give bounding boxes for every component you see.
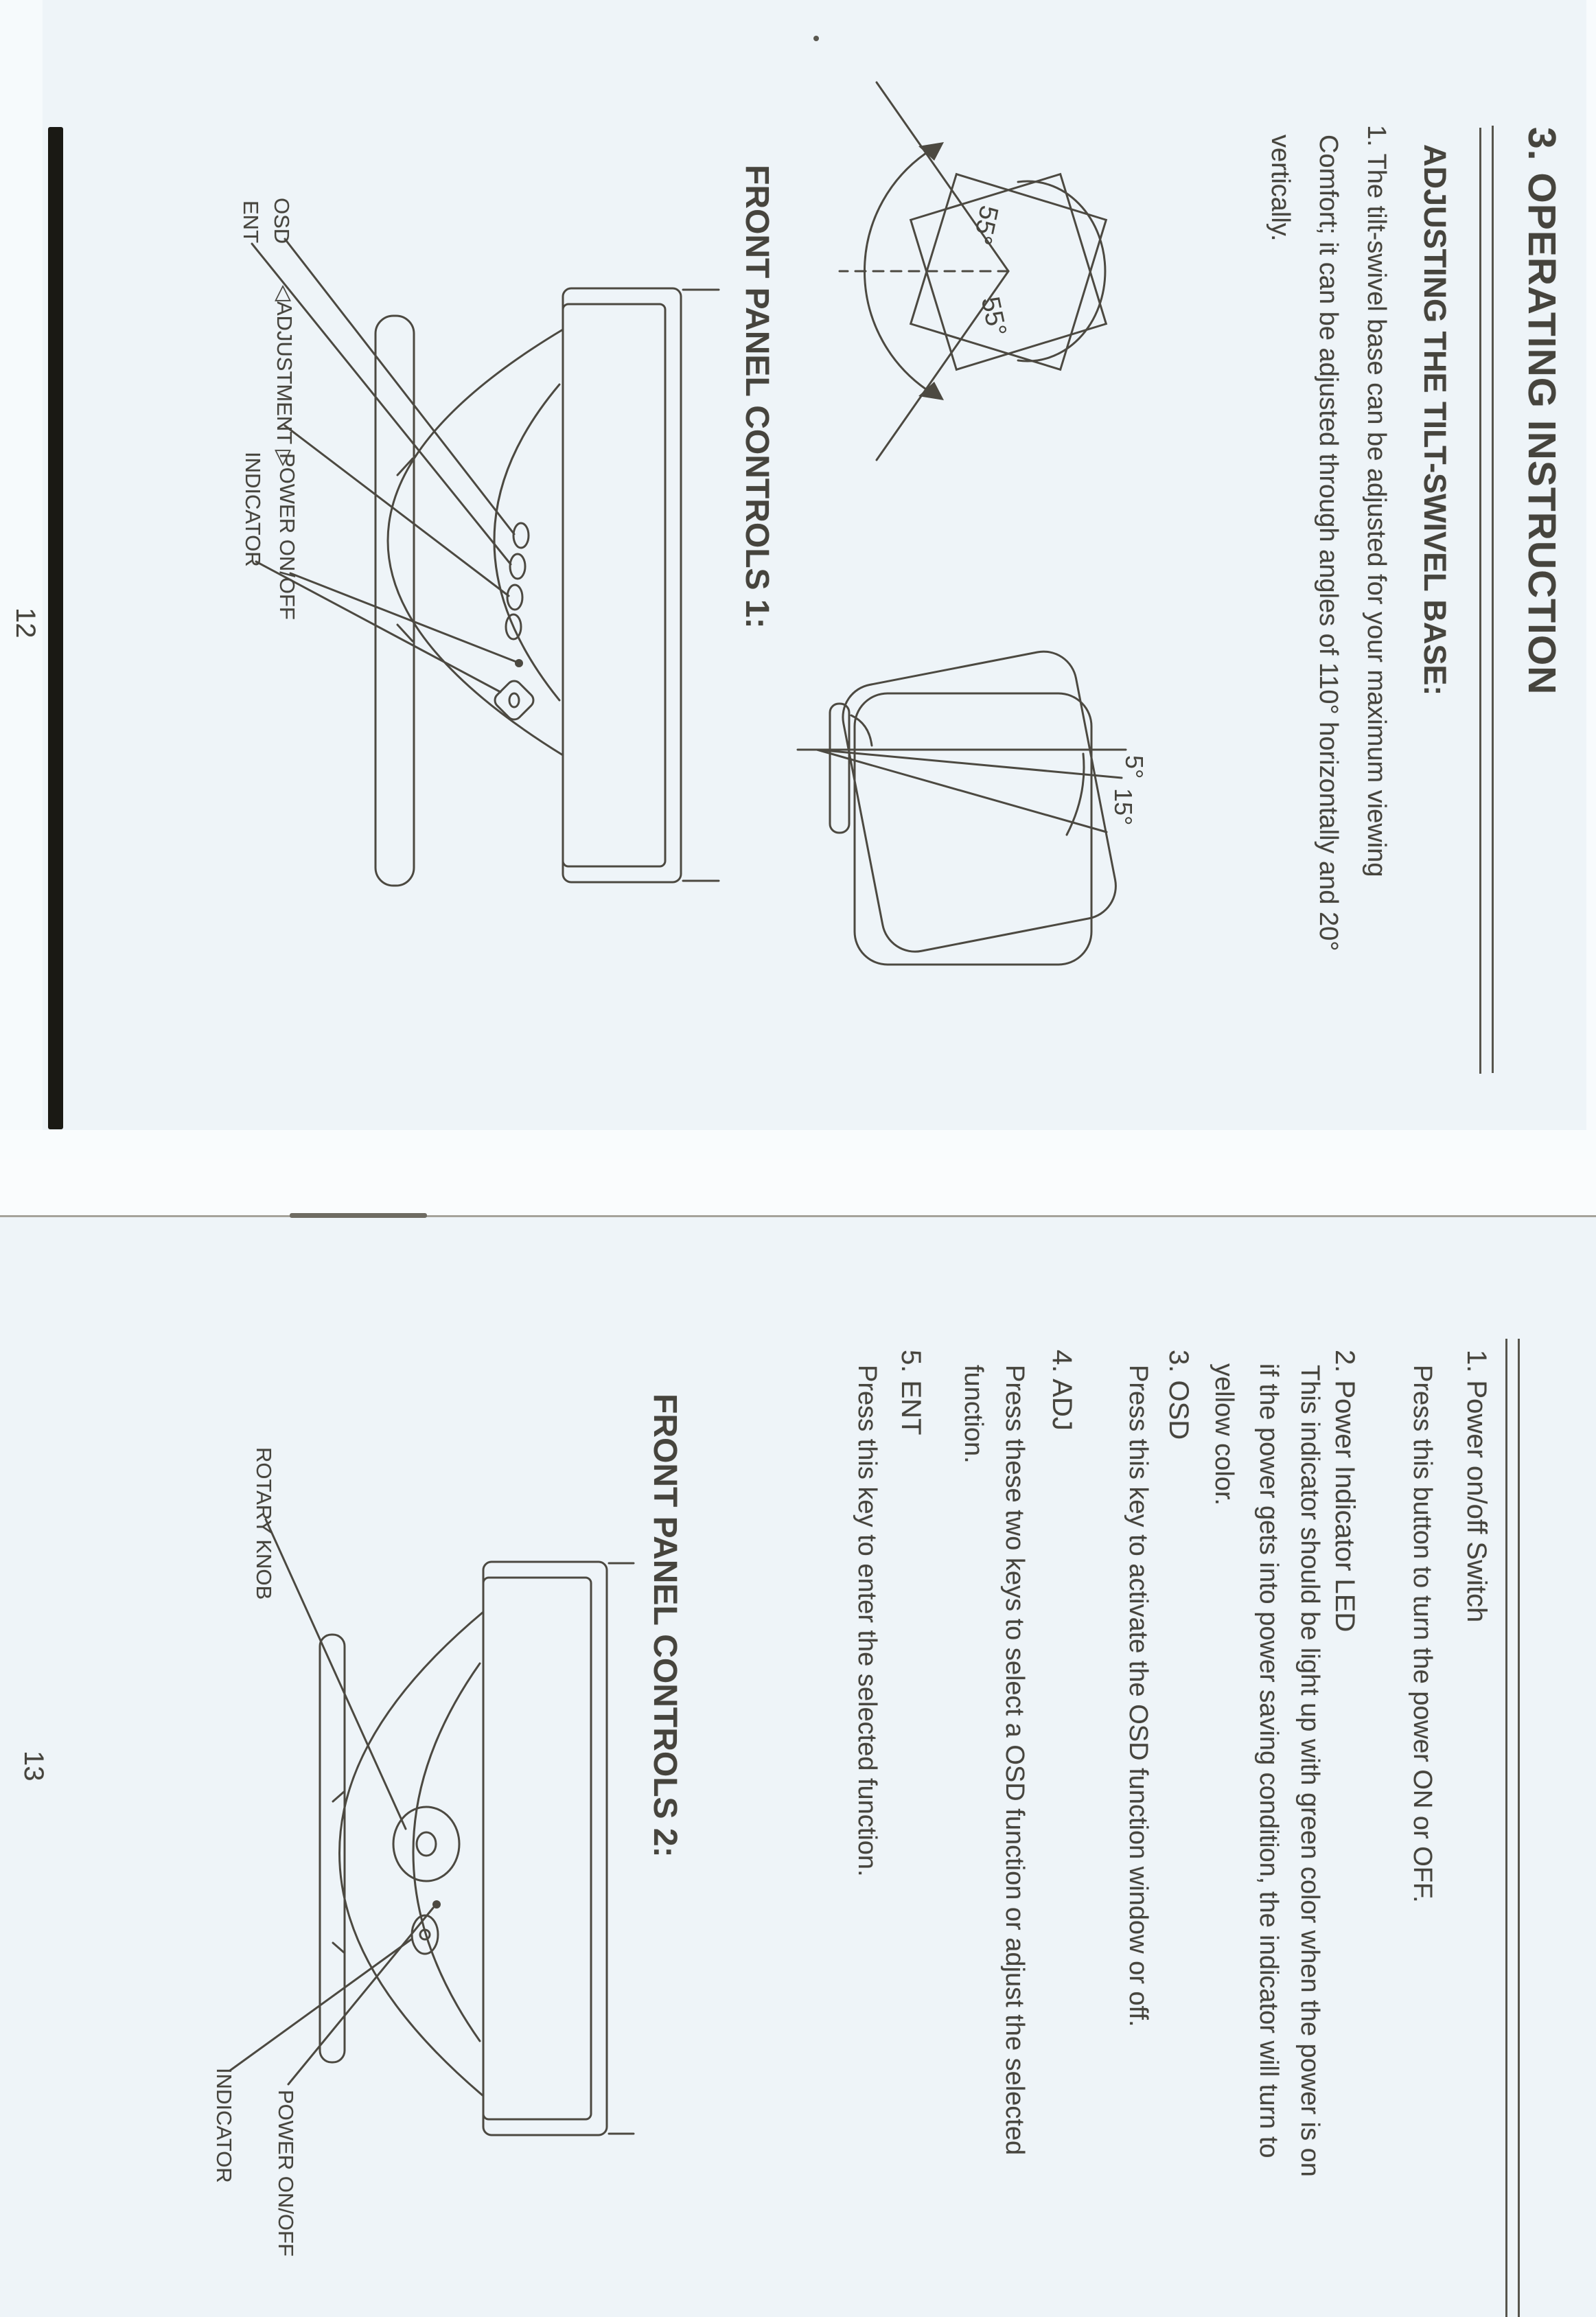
base-plate <box>375 316 414 886</box>
list-item-line: function. <box>959 1365 988 1464</box>
tilt-angle-down: 15° <box>1109 788 1137 826</box>
page-13-seam-blob <box>290 1213 427 1218</box>
figure-heading-1: FRONT PANEL CONTROLS 1: <box>739 165 775 629</box>
page-13-seam-line <box>0 1215 1596 1217</box>
leader-power-dot <box>288 1908 433 2084</box>
leader-rotary <box>266 1519 406 1829</box>
list-item-line: yellow color. <box>1210 1363 1238 1506</box>
leader-adjustment <box>285 426 509 596</box>
list-item-line: This indicator should be light up with green color when the power is on <box>1295 1365 1324 2177</box>
list-item-heading: 3. OSD <box>1164 1350 1194 1440</box>
label-indicator: INDICATOR <box>241 452 265 567</box>
header-rule-2 <box>1505 1339 1507 2317</box>
tilt-diagram <box>793 673 1146 1016</box>
bezel-outer <box>563 288 681 882</box>
monitor-back-arc <box>1018 181 1105 361</box>
list-item-heading: 5. ENT <box>896 1350 926 1436</box>
body-line: 1. The tilt-swivel base can be adjusted for your maximum viewing <box>1362 125 1391 877</box>
page-13 <box>0 1159 1596 2317</box>
button-1 <box>513 523 529 548</box>
base-plate <box>320 1635 345 2062</box>
front-panel-1-figure <box>340 178 724 989</box>
bezel-inner <box>483 1578 591 2119</box>
label-osd: OSD <box>270 198 294 244</box>
list-item-line: if the power gets into power saving condition, the indicator will turn to <box>1254 1363 1283 2158</box>
body-line: Comfort; it can be adjusted through angles of 110° horizontally and 20° <box>1314 135 1343 952</box>
panel-edge <box>413 1663 480 2041</box>
page-13-margin-strip <box>0 1159 1596 1215</box>
tilt-line-5 <box>817 750 1122 778</box>
label-ent: ENT <box>239 200 263 243</box>
power-button-glyph <box>509 693 519 707</box>
header-rule-1 <box>1518 1339 1520 2317</box>
bezel-outer <box>483 1562 607 2135</box>
tilt-base-plate <box>830 704 849 833</box>
page-number-12: 12 <box>10 608 41 638</box>
label-indicator: INDICATOR <box>212 2068 236 2183</box>
page-number-13: 13 <box>19 1751 49 1782</box>
figure-heading-2: FRONT PANEL CONTROLS 2: <box>647 1394 683 1858</box>
list-item-line: Press these two keys to select a OSD function or adjust the selected <box>1000 1365 1029 2156</box>
label-power-on-off: POWER ON/OFF <box>274 2090 298 2257</box>
button-3 <box>507 585 522 610</box>
section-heading: ADJUSTING THE TILT-SWIVEL BASE: <box>1418 144 1453 696</box>
leader-power-dot <box>290 573 516 662</box>
list-item-line: Press this key to activate the OSD function window or off. <box>1124 1365 1153 2027</box>
title-rule-1 <box>1492 126 1494 1073</box>
list-item-heading: 1. Power on/off Switch <box>1461 1350 1492 1623</box>
neck-left <box>333 1792 344 1801</box>
label-rotary-knob: ROTARY KNOB <box>252 1447 276 1600</box>
page-title: 3. OPERATING INSTRUCTION <box>1520 127 1564 695</box>
front-panel-2-figure <box>292 1420 635 2168</box>
body-line: vertically. <box>1266 135 1295 242</box>
page-12-top-margin <box>1586 0 1596 1159</box>
scan-speck <box>813 36 819 41</box>
list-item-heading: 4. ADJ <box>1047 1350 1077 1431</box>
page-12-right-margin <box>0 1130 1596 1159</box>
page-12-bottom-margin <box>0 0 43 1159</box>
page-12-edge-bar <box>48 127 63 1129</box>
page-13-scan <box>0 1159 1596 2317</box>
arrowhead-right <box>918 382 944 400</box>
label-adjustment: ◁ADJUSTMENT ▷ <box>273 285 297 467</box>
rotary-knob <box>393 1807 459 1881</box>
list-item-heading: 2. Power Indicator LED <box>1330 1350 1360 1633</box>
swivel-angle-left: 55° <box>967 203 1004 248</box>
swivel-angle-right: 55° <box>975 294 1012 339</box>
power-button <box>491 678 536 722</box>
belly-outline <box>340 1612 484 2096</box>
title-rule-2 <box>1479 128 1481 1074</box>
list-item-line: Press this button to turn the power ON or OFF. <box>1408 1365 1437 1903</box>
power-indicator-dot <box>515 659 523 667</box>
tilt-angle-up: 5° <box>1120 755 1148 779</box>
label-power-on-off: POWER ON/OFF <box>275 453 299 620</box>
bezel-inner <box>563 304 665 866</box>
neck-right <box>333 1943 344 1952</box>
swivel-diagram <box>827 103 1184 460</box>
button-2 <box>510 554 525 579</box>
arrowhead-left <box>918 142 944 161</box>
list-item-line: Press this key to enter the selected function. <box>853 1365 881 1877</box>
rotary-knob-center <box>417 1832 436 1856</box>
